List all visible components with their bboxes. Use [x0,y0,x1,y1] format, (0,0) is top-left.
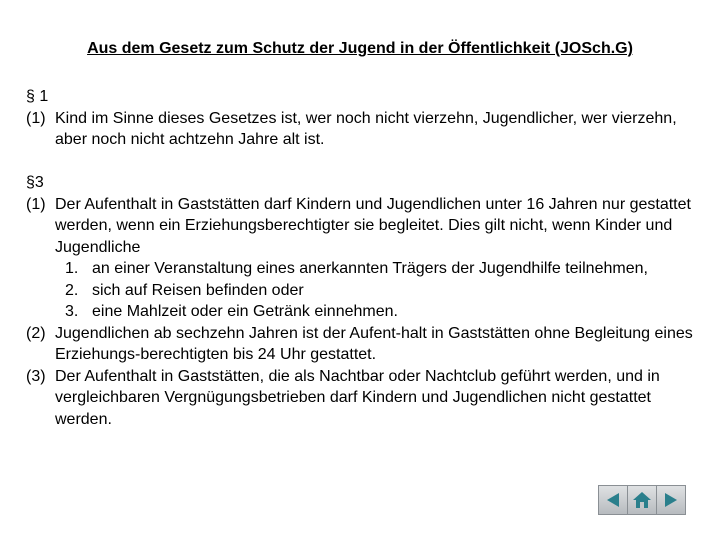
item-number: (2) [26,324,46,342]
section-3-heading: §3 [26,174,44,191]
item-number: (3) [26,367,46,385]
subitem-text: sich auf Reisen befinden oder [92,281,304,299]
section-3-subitem-2 [26,280,696,302]
document-body [26,86,696,430]
section-3-subitem-3 [26,301,696,323]
subitem-text: an einer Veranstaltung eines anerkannten Trägers der Jugendhilfe teilnehmen, [92,260,648,277]
back-arrow-icon [604,491,622,509]
section-3-item-3 [26,366,696,431]
item-text: Der Aufenthalt in Gaststätten, die als Nachtbar oder Nachtclub geführt werden, und in vergleichbaren Vergnügungsbetrieben darf Kindern und Jugendlichen nicht gestattet werden. [55,367,660,428]
item-number: (1) [26,109,46,127]
subitem-number: 2. [65,281,79,299]
subitem-number: 1. [65,260,79,277]
section-3-item-1 [26,194,696,259]
forward-button[interactable] [657,486,685,514]
item-text: Kind im Sinne dieses Gesetzes ist, wer noch nicht vierzehn, Jugendlicher, wer vierzehn, aber noch nicht achtzehn Jahre alt ist. [55,109,677,148]
section-1-item-1 [26,108,696,151]
item-number: (1) [26,195,46,213]
home-button[interactable] [628,486,657,514]
home-icon [632,491,652,509]
section-3-subitem-1 [26,258,696,280]
forward-arrow-icon [662,491,680,509]
subitem-number: 3. [65,303,79,320]
section-1-heading: § 1 [26,88,49,105]
item-text: Der Aufenthalt in Gaststätten darf Kindern und Jugendlichen unter 16 Jahren nur gestattet werden, wenn ein Erziehungsberechtigter sie begleitet. Dies gilt nicht, wenn Kinder und Jugendliche [55,195,691,256]
subitem-text: eine Mahlzeit oder ein Getränk einnehmen. [92,303,398,320]
navigation-bar [598,485,686,515]
item-text: Jugendlichen ab sechzehn Jahren ist der Aufent-halt in Gaststätten ohne Begleitung eines Erziehungs-berechtigten bis 24 Uhr gestattet. [55,324,693,363]
document-title: Aus dem Gesetz zum Schutz der Jugend in der Öffentlichkeit (JOSch.G) [87,40,633,57]
section-3-item-2 [26,323,696,366]
back-button[interactable] [599,486,628,514]
